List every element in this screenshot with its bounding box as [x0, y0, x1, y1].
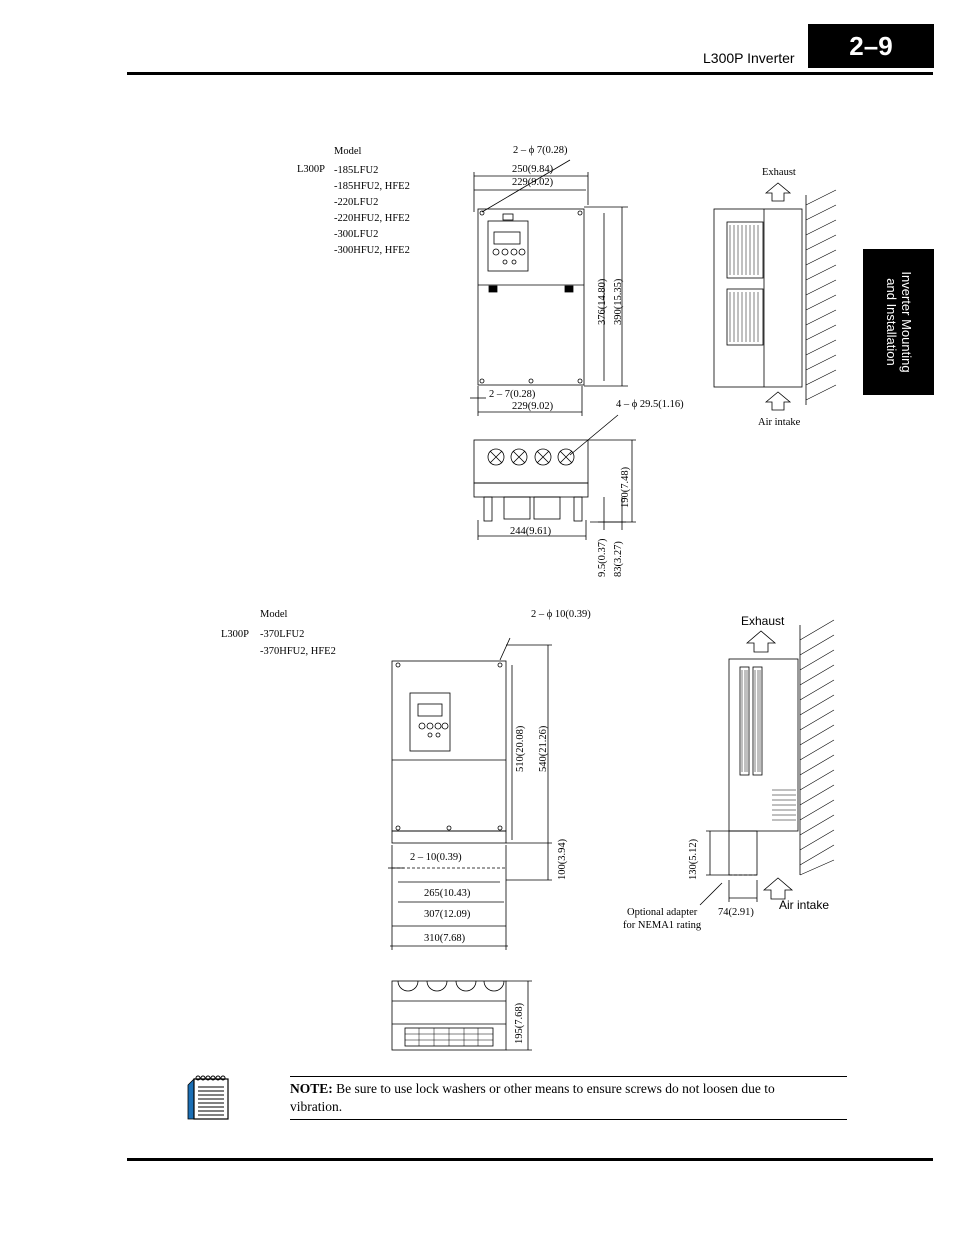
header-title: L300P Inverter [703, 50, 795, 66]
note-top-rule [290, 1076, 847, 1077]
drawing2-model-heading: Model [260, 609, 288, 620]
side-tab-line2: and Installation [883, 278, 899, 366]
d1-offset-a: 9.5(0.37) [597, 538, 608, 577]
d1-height-total: 390(15.35) [613, 278, 624, 325]
d1-height-mount: 376(14.80) [597, 278, 608, 325]
d1-exhaust-label: Exhaust [762, 167, 796, 178]
d2-adapter-height: 100(3.94) [557, 838, 568, 880]
footer-rule [127, 1158, 933, 1161]
d2-adapter-line2: for NEMA1 rating [623, 920, 702, 931]
drawing1-model-3: -220HFU2, HFE2 [334, 213, 410, 224]
d2-adapter-width: 74(2.91) [718, 907, 754, 918]
drawing2-series: L300P [221, 629, 250, 640]
d2-width-c: 310(7.68) [424, 933, 466, 944]
drawing2-model-0: -370LFU2 [260, 629, 305, 640]
note-text: Be sure to use lock washers or other means to ensure screws do not loosen due to vibration. [290, 1081, 775, 1114]
drawing1-model-1: -185HFU2, HFE2 [334, 181, 410, 192]
d2-air-intake-label: Air intake [779, 898, 830, 912]
d1-width-mount-bottom: 229(9.02) [512, 401, 554, 412]
drawing1-model-5: -300HFU2, HFE2 [334, 245, 410, 256]
drawing2-bottom-view [392, 981, 532, 1050]
d2-height-mount: 510(20.08) [515, 725, 526, 772]
drawing1-model-0: -185LFU2 [334, 165, 379, 176]
d2-side-height: 130(5.12) [688, 838, 699, 880]
drawing2-model-1: -370HFU2, HFE2 [260, 646, 336, 657]
page-number: 2–9 [808, 24, 934, 68]
d1-air-intake-label: Air intake [758, 417, 801, 428]
d1-width-mount-top: 229(9.02) [512, 177, 554, 188]
notepad-icon [184, 1073, 232, 1121]
drawing1-model-heading: Model [334, 146, 362, 157]
side-tab-line1: Inverter Mounting [898, 271, 914, 373]
d2-height-total: 540(21.26) [538, 725, 549, 772]
d1-width-outer: 250(9.84) [512, 164, 554, 175]
drawing2-side-view [700, 620, 834, 905]
note-text-block [290, 1080, 790, 1116]
d1-knockouts: 4 – ϕ 29.5(1.16) [616, 399, 684, 410]
drawing1-side-view [714, 183, 836, 410]
d1-holes-bottom: 2 – 7(0.28) [489, 389, 536, 400]
d1-offset-b: 83(3.27) [613, 541, 624, 577]
note-label: NOTE: [290, 1081, 333, 1096]
drawing1-model-2: -220LFU2 [334, 197, 379, 208]
drawing2-front-view [388, 638, 552, 950]
drawing1-bottom-view [474, 415, 636, 540]
d1-width-bottom-view: 244(9.61) [510, 526, 552, 537]
d1-depth: 190(7.48) [620, 466, 631, 508]
drawing1-model-4: -300LFU2 [334, 229, 379, 240]
d2-adapter-line1: Optional adapter [627, 907, 698, 918]
d2-exhaust-label: Exhaust [741, 614, 785, 628]
d1-holes-top: 2 – ϕ 7(0.28) [513, 145, 568, 156]
note-bottom-rule [290, 1119, 847, 1120]
d2-holes-bottom: 2 – 10(0.39) [410, 852, 462, 863]
d2-width-a: 265(10.43) [424, 888, 471, 899]
d2-width-b: 307(12.09) [424, 909, 471, 920]
d2-depth: 195(7.68) [514, 1002, 525, 1044]
d2-holes-top: 2 – ϕ 10(0.39) [531, 609, 591, 620]
drawing1-series: L300P [297, 164, 326, 175]
